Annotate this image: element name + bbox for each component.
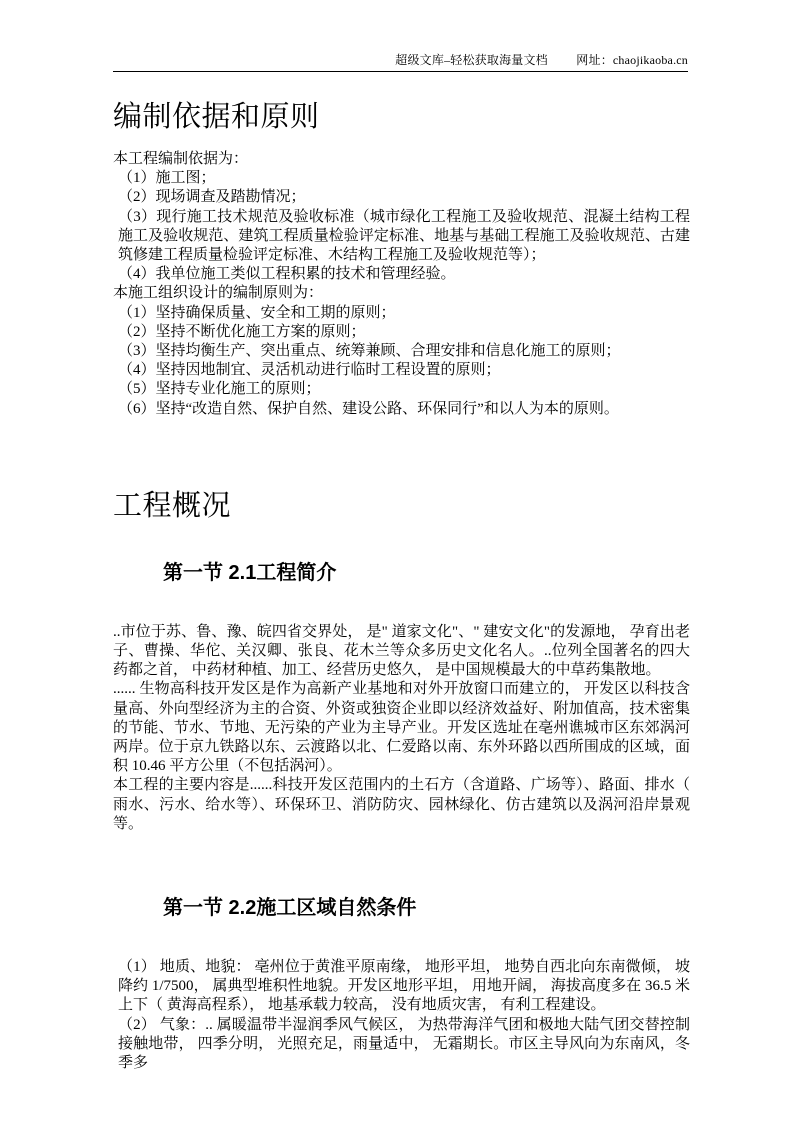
- paragraph: （1） 地质、地貌： 亳州位于黄淮平原南缘， 地形平坦， 地势自西北向东南微倾， 坡降约 1/7500， 属典型堆积性地貌。开发区地形平坦， 用地开阔， 海拔高度多在 36.5 米上下（ 黄海高程系）， 地基承载力较高， 没有地质灾害， 有利工程建设。: [118, 959, 690, 1014]
- paragraph: ...... 生物高科技开发区是作为高新产业基地和对外开放窗口而建立的， 开发区以科技含量高、外向型经济为主的合资、外资或独资企业即以经济效益好、附加值高，技术密集的节能、节水、节地、无污染的产业为主导产业。开发区选址在亳州谯城市区东郊涡河两岸。位于京九铁路以东、云渡路以北、仁爱路以南、东外环路以西所围成的区域，面积 10.46 平方公里（不包括涡河）。: [113, 681, 690, 775]
- paragraph: 本工程编制依据为：: [113, 151, 249, 167]
- paragraph: （4）坚持因地制宜、灵活机动进行临时工程设置的原则；: [118, 362, 501, 379]
- header-divider: [113, 71, 688, 72]
- paragraph: 本工程的主要内容是......科技开发区范围内的土石方（含道路、广场等）、路面、排水（ 雨水、污水、给水等）、环保环卫、消防防灾、园林绿化、仿古建筑以及涡河沿岸景观等。: [113, 777, 690, 832]
- paragraph: （5）坚持专业化施工的原则；: [118, 381, 321, 398]
- vertical-spacer: [113, 922, 690, 958]
- paragraph: （3）坚持均衡生产、突出重点、统筹兼顾、合理安排和信息化施工的原则；: [118, 343, 621, 360]
- paragraph: （1）施工图；: [118, 170, 216, 187]
- subsection-heading-project-intro: 第一节 2.1工程简介: [163, 561, 337, 584]
- watermark-label: 超级文库–轻松获取海量文档: [395, 53, 548, 67]
- paragraph: （2）现场调查及踏勘情况；: [118, 189, 306, 206]
- section-heading-basis-and-principles: 编制依据和原则: [113, 101, 320, 133]
- paragraph: （1）坚持确保质量、安全和工期的原则；: [118, 304, 396, 321]
- paragraph: ..市位于苏、鲁、豫、皖四省交界处， 是" 道家文化"、" 建安文化"的发源地， 孕育出老子、曹操、华佗、关汉卿、张良、花木兰等众多历史文化名人。..位列全国著名的四大药都之首， 中药材种植、加工、经营历史悠久， 是中国规模最大的中草药集散地。: [113, 623, 690, 679]
- paragraph-group-natural-conditions: [113, 958, 690, 1073]
- paragraph: （3）现行施工技术规范及验收标准（城市绿化工程施工及验收规范、混凝土结构工程施工及验收规范、建筑工程质量检验评定标准、地基与基础工程施工及验收规范、古建筑修建工程质量检验评定标准、木结构工程施工及验收规范等）；: [118, 208, 690, 264]
- vertical-spacer: [113, 587, 690, 623]
- paragraph: 本施工组织设计的编制原则为：: [113, 285, 324, 302]
- vertical-spacer: [113, 834, 690, 894]
- paragraph-group-basis: [113, 150, 690, 419]
- paragraph: （2）坚持不断优化施工方案的原则；: [118, 323, 366, 340]
- paragraph: （4）我单位施工类似工程积累的技术和管理经验。: [118, 266, 456, 283]
- header-text-row: [113, 52, 688, 68]
- document-body: [113, 90, 690, 1073]
- vertical-spacer: [113, 539, 690, 559]
- paragraph: （2） 气象：.. 属暖温带半湿润季风气候区， 为热带海洋气团和极地大陆气团交替控制接触地带， 四季分明， 光照充足，雨量适中， 无霜期长。市区主导风向为东南风，冬季多: [118, 1016, 690, 1072]
- page-header: [113, 52, 688, 72]
- paragraph-group-project-intro: [113, 623, 690, 834]
- subsection-heading-natural-conditions: 第一节 2.2施工区域自然条件: [163, 897, 417, 920]
- section-heading-project-overview: 工程概况: [113, 489, 232, 522]
- vertical-spacer: [113, 419, 690, 479]
- paragraph: （6）坚持“改造自然、保护自然、建设公路、环保同行”和以人为本的原则。: [118, 400, 619, 417]
- header-site-label: 网址：chaojikaoba.cn: [576, 53, 688, 67]
